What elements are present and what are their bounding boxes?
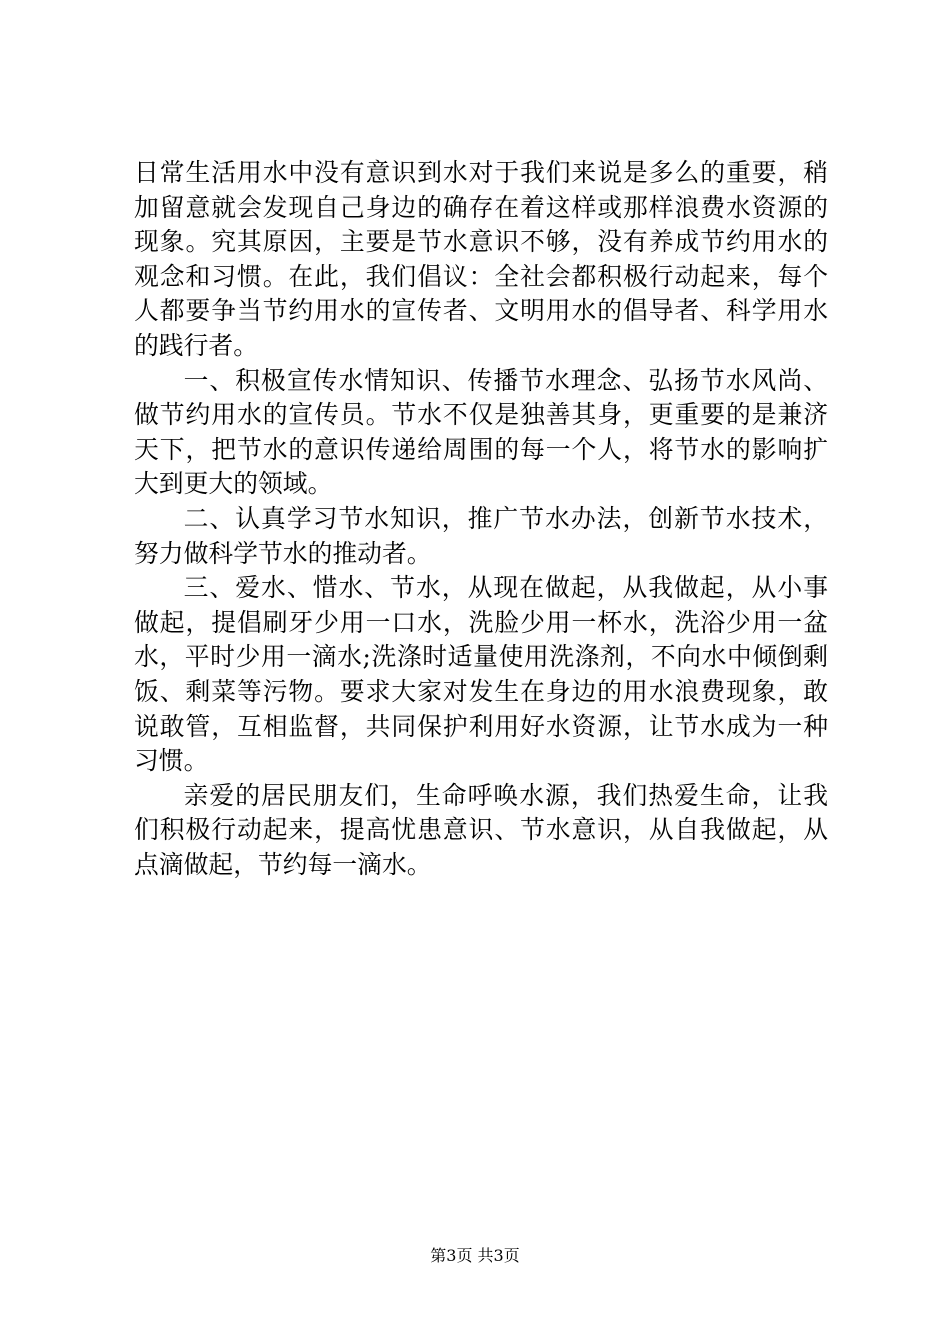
- paragraph-point-three: 三、爱水、惜水、节水，从现在做起，从我做起，从小事做起，提倡刷牙少用一口水，洗脸少用一杯水，洗浴少用一盆水，平时少用一滴水;洗涤时适量使用洗涤剂，不向水中倾倒剩饭、剩菜等污物。要求大家对发生在身边的用水浪费现象，敢说敢管，互相监督，共同保护利用好水资源，让节水成为一种习惯。: [134, 573, 828, 776]
- paragraph-point-two: 二、认真学习节水知识，推广节水办法，创新节水技术，努力做科学节水的推动者。: [134, 503, 828, 568]
- page-footer: [0, 1246, 950, 1266]
- page-number-label: 第3页 共3页: [430, 1246, 520, 1265]
- paragraph-intro: 日常生活用水中没有意识到水对于我们来说是多么的重要，稍加留意就会发现自己身边的确存在着这样或那样浪费水资源的现象。究其原因，主要是节水意识不够，没有养成节约用水的观念和习惯。在此，我们倡议：全社会都积极行动起来，每个人都要争当节约用水的宣传者、文明用水的倡导者、科学用水的践行者。: [134, 158, 828, 360]
- paragraph-closing: 亲爱的居民朋友们，生命呼唤水源，我们热爱生命，让我们积极行动起来，提高忧患意识、节水意识，从自我做起，从点滴做起，节约每一滴水。: [134, 780, 828, 879]
- paragraph-point-one: 一、积极宣传水情知识、传播节水理念、弘扬节水风尚、做节约用水的宣传员。节水不仅是独善其身，更重要的是兼济天下，把节水的意识传递给周围的每一个人，将节水的影响扩大到更大的领域。: [134, 365, 828, 499]
- document-body: [134, 156, 828, 882]
